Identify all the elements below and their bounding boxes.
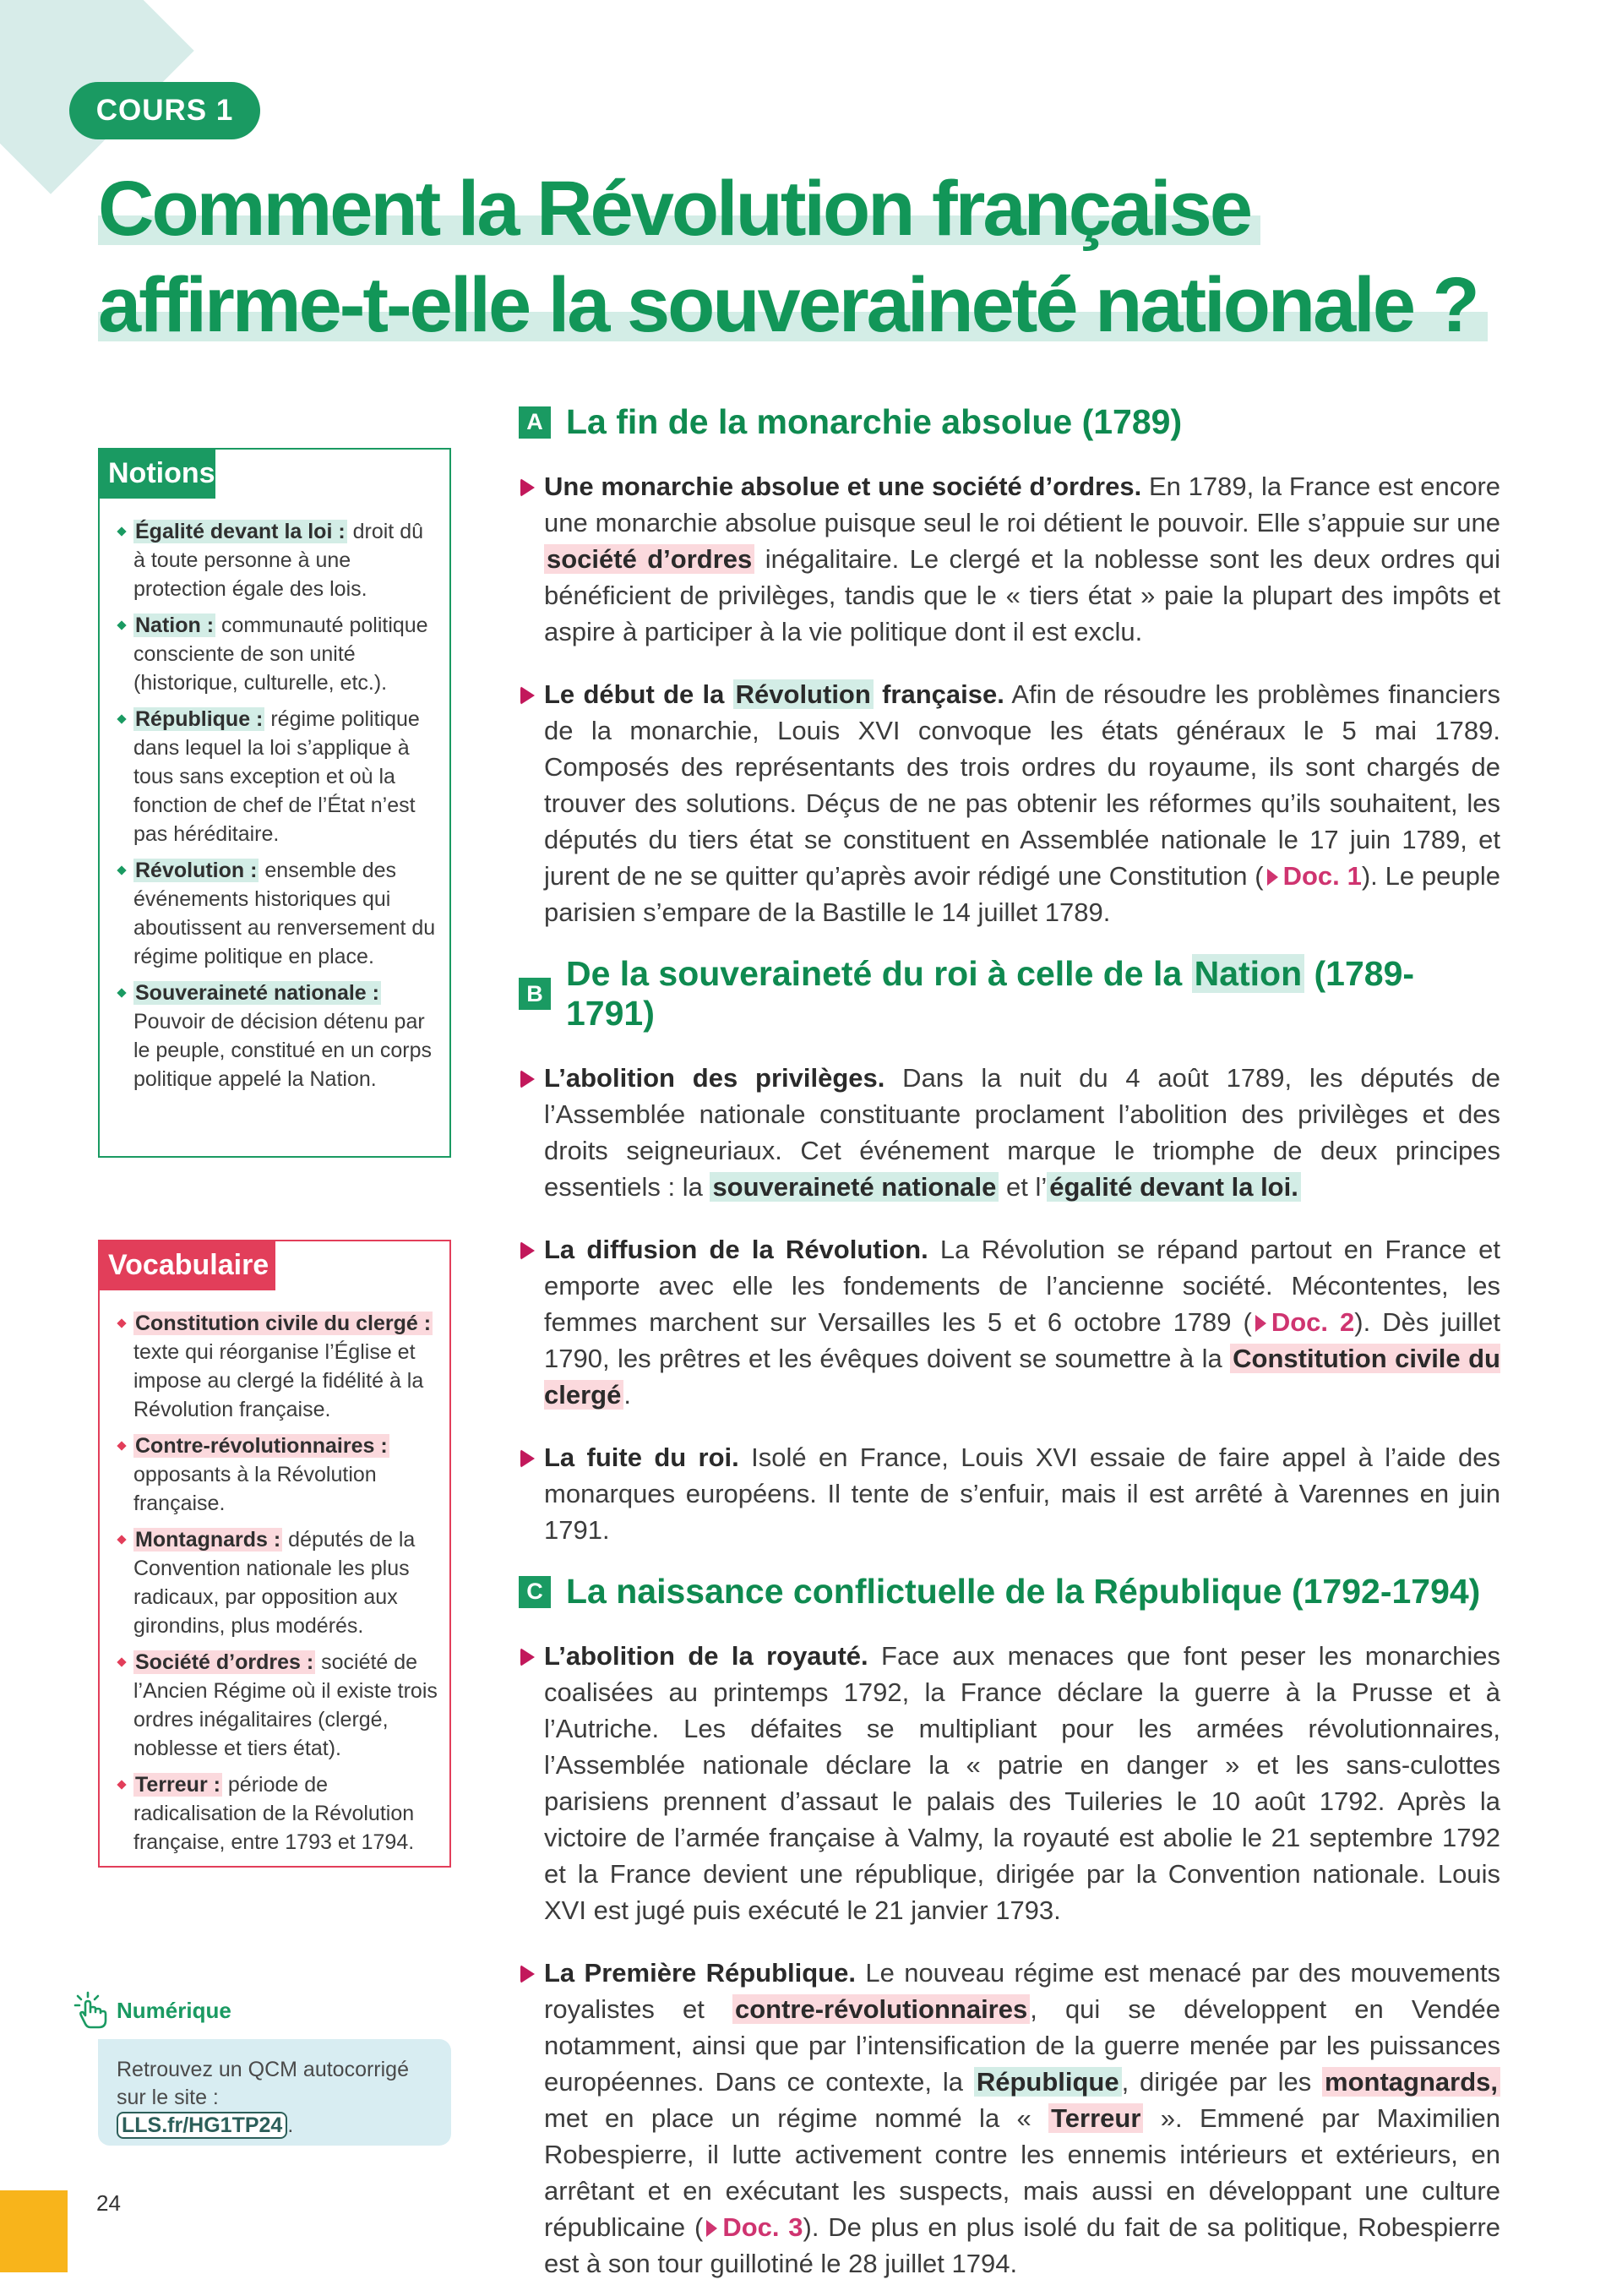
numerique-after: .	[287, 2113, 294, 2137]
paragraph	[519, 676, 1500, 930]
paragraph-text: inégalitaire. Le clergé et la noblesse sont les deux ordres qui bénéficient de privilèges, tandis que le « tiers état » paie la plupart des impôts et aspire à participer à la vie politique dont il est exclu.	[544, 544, 1500, 646]
notion-term: Révolution :	[135, 859, 258, 882]
vocab-highlight: société d’ordres	[544, 544, 754, 574]
vocab-highlight: Terreur	[1048, 2103, 1143, 2133]
lead-part: Le début de la	[544, 679, 733, 709]
vocab-item	[100, 1648, 449, 1763]
numerique-box	[98, 2039, 451, 2146]
page-number: 24	[96, 2190, 121, 2216]
paragraph	[519, 468, 1500, 650]
paragraph	[519, 1955, 1500, 2282]
page-color-bar	[0, 2190, 68, 2272]
vocabulaire-list	[100, 1309, 449, 1864]
vocab-highlight: montagnards,	[1322, 2067, 1500, 2097]
notion-def: communauté politique consciente de son unité (historique, culturelle, etc.).	[133, 614, 428, 695]
doc-label: Doc. 1	[1282, 861, 1362, 891]
notion-item	[100, 979, 449, 1093]
paragraph-text: Le nouveau régime est menacé par des mouvements royalistes et	[544, 1958, 1500, 2024]
section-c-title: La naissance conflictuelle de la République (1792-1794)	[566, 1572, 1481, 1611]
paragraph-text: met en place un régime nommé la «	[544, 2103, 1049, 2133]
vocab-item	[100, 1309, 449, 1424]
notions-box	[98, 448, 451, 1158]
doc-reference[interactable]	[1252, 1307, 1354, 1337]
section-a	[519, 402, 1500, 930]
paragraph-text: , dirigée par les	[1121, 2067, 1323, 2097]
notion-highlight: Révolution	[733, 679, 874, 709]
paragraph-text: ). Le peuple parisien s’empare de la Bastille le 14 juillet 1789.	[544, 861, 1501, 927]
vocab-item	[100, 1770, 449, 1857]
title-part: (1789-1791)	[566, 954, 1415, 1033]
section-b	[519, 954, 1500, 1548]
paragraph-text: Isolé en France, Louis XVI essaie de faire appel à l’aide des monarques européens. Il tente de s’enfuir, mais il est arrêté à Varennes en juin 1791.	[544, 1442, 1500, 1545]
main-content	[519, 402, 1500, 2296]
doc-reference[interactable]	[703, 2212, 803, 2242]
section-a-title: La fin de la monarchie absolue (1789)	[566, 402, 1183, 441]
paragraph-text: ». Emmené par Maximilien Robespierre, il lutte activement contre les ennemis intérieurs et extérieurs, en arrêtant et en exécutant les suspects, mais aussi en développant une culture républicaine (	[544, 2103, 1500, 2242]
title-part: De la souveraineté du roi à celle de la	[566, 954, 1192, 993]
paragraph-lead	[544, 679, 1004, 709]
paragraph-lead: L’abolition de la royauté.	[544, 1641, 868, 1671]
paragraph-lead: L’abolition des privilèges.	[544, 1063, 885, 1093]
notion-def: droit dû à toute personne à une protection égale des lois.	[133, 520, 424, 601]
vocab-def: société de l’Ancien Régime où il existe trois ordres inégalitaires (clergé, noblesse et tiers état).	[133, 1650, 438, 1760]
vocab-term: Montagnards :	[135, 1528, 281, 1552]
hand-pointer-icon	[73, 1990, 113, 2031]
paragraph	[519, 1060, 1500, 1205]
paragraph-lead: La fuite du roi.	[544, 1442, 739, 1472]
vocab-def: période de radicalisation de la Révolution française, entre 1793 et 1794.	[133, 1773, 415, 1854]
vocab-def: texte qui réorganise l’Église et impose au clergé la fidélité à la Révolution française.	[133, 1340, 424, 1421]
page-title	[98, 161, 1492, 353]
section-letter: B	[519, 978, 551, 1010]
notion-term: Souveraineté nationale :	[135, 981, 379, 1005]
numerique-link[interactable]: LLS.fr/HG1TP24	[117, 2112, 287, 2139]
vocab-item	[100, 1432, 449, 1518]
numerique-label: Numérique	[117, 1997, 231, 2023]
paragraph-text: ). De plus en plus isolé du fait de sa politique, Robespierre est à son tour guillotiné le 28 juillet 1794.	[544, 2212, 1501, 2278]
paragraph	[519, 1231, 1500, 1413]
notion-item	[100, 705, 449, 848]
doc-arrow-icon	[706, 2220, 717, 2237]
section-b-header	[519, 954, 1500, 1033]
notion-highlight: égalité devant la loi.	[1047, 1172, 1301, 1202]
vocab-item	[100, 1525, 449, 1640]
doc-reference[interactable]	[1264, 861, 1362, 891]
paragraph-text: .	[623, 1380, 631, 1410]
vocab-def: députés de la Convention nationale les plus radicaux, par opposition aux girondins, plus modérés.	[133, 1528, 416, 1638]
paragraph-text: Dans la nuit du 4 août 1789, les députés de l’Assemblée nationale constituante proclament l’abolition des privilèges et des droits seigneuriaux. Cet événement marque le triomphe de deux principes essentiels : la	[544, 1063, 1500, 1202]
section-b-title	[566, 954, 1500, 1033]
notion-term: République :	[135, 707, 264, 731]
vocab-def: opposants à la Révolution française.	[133, 1463, 377, 1515]
paragraph-text: et l’	[999, 1172, 1048, 1202]
notion-item	[100, 517, 449, 603]
notion-item	[100, 611, 449, 697]
notion-def: ensemble des événements historiques qui aboutissent au renversement du régime politique en place.	[133, 859, 436, 968]
notion-term: Égalité devant la loi :	[135, 520, 346, 543]
vocabulaire-box	[98, 1240, 451, 1868]
notion-def: Pouvoir de décision détenu par le peuple, constitué en un corps politique appelé la Nation.	[133, 1010, 433, 1091]
notion-item	[100, 856, 449, 971]
notion-def: régime politique dans lequel la loi s’applique à tous sans exception et où la fonction de chef de l’État n’est pas héréditaire.	[133, 707, 420, 846]
title-line-2: affirme-t-elle la souveraineté nationale ?	[98, 262, 1488, 348]
section-letter: A	[519, 406, 551, 439]
notion-highlight: souveraineté nationale	[710, 1172, 999, 1202]
vocab-term: Constitution civile du clergé :	[135, 1312, 432, 1335]
doc-arrow-icon	[1267, 869, 1278, 886]
doc-arrow-icon	[1255, 1315, 1266, 1332]
vocabulaire-title: Vocabulaire	[98, 1240, 275, 1290]
notions-list	[100, 517, 449, 1101]
paragraph-lead: Une monarchie absolue et une société d’ordres.	[544, 472, 1142, 501]
paragraph-lead: La Première République.	[544, 1958, 856, 1988]
section-letter: C	[519, 1576, 551, 1608]
paragraph-text: ). Dès juillet 1790, les prêtres et les évêques doivent se soumettre à la	[544, 1307, 1500, 1373]
doc-label: Doc. 3	[722, 2212, 803, 2242]
title-line-1: Comment la Révolution française	[98, 166, 1260, 252]
notion-highlight: Nation	[1192, 954, 1305, 993]
doc-label: Doc. 2	[1271, 1307, 1355, 1337]
paragraph-text: La Révolution se répand partout en France et emporte avec elle les fondements de l’ancienne société. Mécontentes, les femmes marchent sur Versailles les 5 et 6 octobre 1789 (	[544, 1235, 1500, 1337]
paragraph-lead: La diffusion de la Révolution.	[544, 1235, 928, 1264]
numerique-text: Retrouvez un QCM autocorrigé sur le site :	[117, 2058, 409, 2109]
paragraph-text: En 1789, la France est encore une monarchie absolue puisque seul le roi détient le pouvoir. Elle s’appuie sur une	[544, 472, 1501, 537]
vocab-highlight: contre-révolutionnaires	[732, 1994, 1030, 2024]
paragraph-text: Afin de résoudre les problèmes financiers de la monarchie, Louis XVI convoque les états généraux le 5 mai 1789. Composés des représentants des trois ordres du royaume, ils sont chargés de trouver des solutions. Déçus de ne pas obtenir les réformes qu’ils souhaitent, les députés du tiers état se constituent en Assemblée nationale le 17 juin 1789, et jurent de ne se quitter qu’après avoir rédigé une Constitution (	[544, 679, 1501, 891]
vocab-term: Terreur :	[135, 1773, 220, 1797]
paragraph	[519, 1638, 1500, 1928]
paragraph-text: Face aux menaces que font peser les monarchies coalisées au printemps 1792, la France déclare la guerre à la Prusse et à l’Autriche. Les défaites se multipliant pour les armées révolutionnaires, l’Assemblée nationale déclare la « patrie en danger » et les sans-culottes parisiens prennent d’assaut le palais des Tuileries le 10 août 1792. Après la victoire de l’armée française à Valmy, la royauté est abolie le 21 septembre 1792 et la France devient une république, dirigée par la Convention nationale. Louis XVI est jugé puis exécuté le 21 janvier 1793.	[544, 1641, 1500, 1925]
lead-part: française.	[873, 679, 1004, 709]
notion-term: Nation :	[135, 614, 215, 637]
vocab-term: Contre-révolutionnaires :	[135, 1434, 388, 1458]
notions-title: Notions	[98, 448, 215, 499]
section-c	[519, 1572, 1500, 2282]
notion-highlight: République	[974, 2067, 1122, 2097]
section-a-header	[519, 402, 1500, 442]
paragraph-text: , qui se développent en Vendée notamment, ainsi que par l’intensification de la guerre menée par les puissances européennes. Dans ce contexte, la	[544, 1994, 1500, 2097]
numerique-header	[73, 1990, 231, 2031]
vocab-highlight: Constitution civile du clergé	[544, 1344, 1500, 1410]
paragraph	[519, 1439, 1500, 1548]
cours-badge: COURS 1	[69, 82, 260, 139]
section-c-header	[519, 1572, 1500, 1612]
vocab-term: Société d’ordres :	[135, 1650, 314, 1674]
